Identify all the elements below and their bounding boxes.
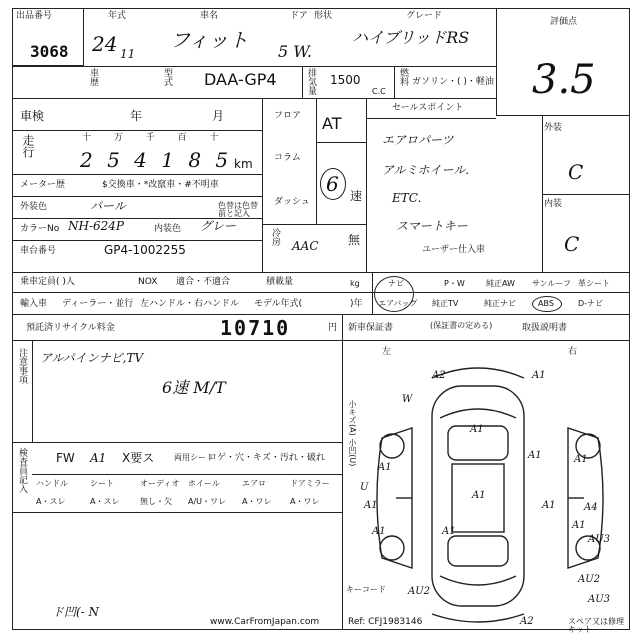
import-year-close: )年 bbox=[350, 299, 363, 309]
option-airbag: エアバッグ bbox=[378, 299, 418, 308]
option-dnavi: D-ナビ bbox=[578, 299, 604, 308]
option-circle bbox=[374, 276, 414, 312]
divider bbox=[12, 196, 262, 197]
shaken-month-unit: 月 bbox=[212, 109, 225, 123]
ext-grade: C bbox=[568, 160, 584, 184]
speeds-value: 6 bbox=[326, 172, 339, 196]
interior-value: グレー bbox=[200, 219, 237, 233]
divider bbox=[12, 314, 630, 315]
ac-label: 冷房 bbox=[270, 228, 280, 246]
option-sunroof: サンルーフ bbox=[532, 279, 571, 288]
aero-sub: A・ワレ bbox=[242, 497, 272, 506]
model-label: 型式 bbox=[162, 68, 172, 86]
notes-label: 注意事項 bbox=[17, 348, 27, 384]
wheel-sub: A/U・ワレ bbox=[188, 497, 227, 506]
svg-text:AU3: AU3 bbox=[588, 534, 611, 545]
handle-sub: A・スレ bbox=[36, 497, 66, 506]
option-pw: P・W bbox=[444, 279, 465, 288]
audio-sub: 無し・欠 bbox=[140, 497, 172, 506]
divider bbox=[12, 442, 342, 443]
year-label: 年式 bbox=[108, 11, 127, 21]
ac-none: 無 bbox=[348, 233, 361, 247]
shaken-label: 車検 bbox=[20, 109, 45, 123]
manual-label: 取扱説明書 bbox=[522, 323, 568, 333]
divider bbox=[12, 340, 630, 341]
svg-text:A2: A2 bbox=[520, 616, 534, 626]
load-label: 積載量 bbox=[266, 277, 294, 287]
divider bbox=[32, 340, 33, 442]
divider bbox=[302, 66, 303, 98]
svg-text:A1: A1 bbox=[572, 520, 586, 531]
km-unit: km bbox=[234, 157, 253, 171]
fuel-label: 燃料 bbox=[398, 68, 408, 86]
dash-label: ダッシュ bbox=[274, 197, 310, 207]
digits-header: 十 万 千 百 十 bbox=[82, 133, 229, 143]
month-value: 11 bbox=[120, 47, 136, 61]
svg-text:AU3: AU3 bbox=[588, 594, 611, 605]
kg-unit: kg bbox=[350, 279, 360, 288]
divider bbox=[12, 66, 496, 67]
mileage-value: 2 5 4 1 8 5 bbox=[80, 148, 233, 172]
svg-text:A1: A1 bbox=[472, 490, 486, 501]
int-grade: C bbox=[564, 232, 580, 256]
year-value: 24 bbox=[92, 32, 118, 56]
car-diagram bbox=[352, 358, 628, 626]
ac-value: AAC bbox=[292, 239, 319, 253]
option-oem-navi: 純正ナビ bbox=[484, 299, 516, 308]
import-model-year: モデル年式( bbox=[254, 299, 303, 309]
lot-number: 3068 bbox=[30, 42, 69, 61]
nox-options: 適合・不適合 bbox=[176, 277, 231, 287]
divider bbox=[12, 174, 262, 175]
svg-text:U: U bbox=[360, 482, 369, 493]
meter-options: $交換車・*改竄車・#不明車 bbox=[102, 180, 219, 190]
right-mark: 右 bbox=[568, 347, 578, 357]
divider bbox=[12, 512, 342, 513]
sales-item: スマートキー bbox=[396, 219, 468, 233]
divider bbox=[342, 340, 343, 630]
car-name: フィット bbox=[170, 28, 249, 52]
svg-text:A1: A1 bbox=[542, 500, 556, 511]
svg-text:A1: A1 bbox=[372, 526, 386, 537]
option-navi: ナビ bbox=[388, 279, 404, 288]
aero-label: エアロ bbox=[242, 479, 266, 488]
grade-label: グレード bbox=[406, 11, 443, 21]
grade-value: ハイブリッドRS bbox=[352, 28, 470, 47]
interior-label: 内装色 bbox=[154, 224, 182, 234]
wheel-label: ホイール bbox=[188, 479, 220, 488]
divider bbox=[366, 118, 496, 119]
option-tv: 純正TV bbox=[432, 299, 459, 308]
divider bbox=[12, 98, 496, 99]
recycle-unit: 円 bbox=[328, 323, 338, 333]
floor-label: フロア bbox=[274, 111, 302, 121]
divider bbox=[262, 224, 366, 225]
fuel-options: ガソリン・( )・軽油 bbox=[412, 77, 494, 87]
svg-text:A1: A1 bbox=[470, 424, 484, 435]
seat-label: シート bbox=[90, 479, 114, 488]
small-notes: 小キズ(A) 小凹(U) bbox=[348, 400, 357, 467]
int-label: 内装 bbox=[544, 199, 563, 209]
svg-text:A1: A1 bbox=[442, 526, 456, 537]
check-fw: FW bbox=[56, 451, 75, 465]
color-no-value: NH-624P bbox=[68, 219, 124, 233]
check-items: コゲ・穴・キズ・汚れ・破れ bbox=[208, 453, 325, 463]
score-label: 評価点 bbox=[550, 17, 578, 27]
import-dealer: ディーラー・並行 bbox=[62, 299, 134, 309]
capacity-label: 乗車定員( )人 bbox=[20, 277, 75, 287]
sales-item: アルミホイール. bbox=[382, 163, 470, 177]
svg-text:A4: A4 bbox=[584, 502, 598, 513]
nox-label: NOX bbox=[138, 277, 158, 287]
divider bbox=[394, 66, 395, 98]
name-label: 車名 bbox=[200, 11, 219, 21]
footer-website: www.CarFromJapan.com bbox=[210, 617, 320, 627]
color-label: 外装色 bbox=[20, 202, 48, 212]
svg-text:W: W bbox=[402, 394, 413, 405]
sales-title: セールスポイント bbox=[392, 103, 464, 113]
divider bbox=[372, 272, 373, 314]
import-label: 輸入車 bbox=[20, 299, 48, 309]
divider bbox=[316, 142, 366, 143]
option-circle bbox=[532, 296, 562, 312]
cc-label: C.C bbox=[372, 87, 386, 96]
notes-line: アルパインナビ,TV bbox=[40, 351, 144, 365]
option-leather: 革シート bbox=[578, 279, 610, 288]
warranty-label: 新車保証書 bbox=[348, 323, 394, 333]
auction-sheet bbox=[12, 8, 630, 634]
speeds-unit: 速 bbox=[350, 189, 363, 203]
lot-label: 出品番号 bbox=[16, 11, 53, 21]
chassis-label: 車台番号 bbox=[20, 246, 57, 256]
ext-label: 外装 bbox=[544, 123, 563, 133]
svg-text:A1: A1 bbox=[378, 462, 392, 473]
key-code-label: キーコード bbox=[346, 585, 386, 594]
checks-label: 検査員記入 bbox=[17, 448, 27, 493]
notes-line: 6速 M/T bbox=[162, 378, 226, 397]
divider bbox=[12, 272, 630, 273]
svg-text:A1: A1 bbox=[532, 370, 546, 381]
audio-label: オーディオ bbox=[140, 479, 180, 488]
score-value: 3.5 bbox=[532, 57, 596, 103]
spare-label: スペア又は修理キット bbox=[568, 617, 624, 634]
meter-label: メーター歴 bbox=[20, 180, 66, 190]
displacement-value: 1500 bbox=[330, 73, 361, 87]
mirror-label: ドアミラー bbox=[290, 479, 330, 488]
doors-shape: 5 W. bbox=[278, 42, 312, 61]
seat-sub: A・スレ bbox=[90, 497, 120, 506]
color-no-label: カラーNo bbox=[20, 224, 60, 234]
chassis-value: GP4-1002255 bbox=[104, 243, 186, 257]
check-a1: A1 bbox=[90, 451, 107, 465]
divider bbox=[12, 292, 372, 293]
column-label: コラム bbox=[274, 153, 301, 163]
model-value: DAA-GP4 bbox=[204, 70, 277, 89]
divider bbox=[12, 130, 262, 131]
sales-item: エアロパーツ bbox=[382, 133, 454, 147]
import-hand: 左ハンドル・右ハンドル bbox=[140, 299, 240, 309]
displacement-label: 排気量 bbox=[306, 68, 316, 95]
mileage-label: 走行 bbox=[21, 134, 35, 158]
footer-ref: Ref: CFJ1983146 bbox=[348, 617, 423, 627]
mirror-sub: A・ワレ bbox=[290, 497, 320, 506]
svg-text:A1: A1 bbox=[574, 454, 588, 465]
at-label: AT bbox=[322, 114, 342, 133]
option-aw: 純正AW bbox=[486, 279, 515, 288]
svg-text:AU2: AU2 bbox=[408, 586, 431, 597]
divider bbox=[342, 314, 343, 340]
handle-label: ハンドル bbox=[36, 479, 68, 488]
left-mark: 左 bbox=[382, 347, 392, 357]
color-note: 色替は色替前と記入 bbox=[218, 201, 258, 218]
svg-text:AU2: AU2 bbox=[578, 574, 601, 585]
divider bbox=[32, 474, 342, 475]
recycle-amount: 10710 bbox=[220, 316, 291, 340]
divider bbox=[262, 98, 263, 272]
divider bbox=[316, 98, 317, 224]
check-seat: 両用シート bbox=[174, 453, 214, 462]
color-value: パール bbox=[90, 199, 126, 213]
divider bbox=[542, 194, 630, 195]
svg-text:A1: A1 bbox=[364, 500, 378, 511]
check-x: X要ス bbox=[122, 451, 155, 465]
user-purchase-label: ユーザー仕入車 bbox=[422, 245, 486, 255]
divider bbox=[12, 240, 262, 241]
doors-label: ドア bbox=[290, 11, 308, 21]
svg-text:A2: A2 bbox=[432, 370, 446, 381]
option-abs: ABS bbox=[538, 299, 554, 308]
sales-item: ETC. bbox=[392, 191, 422, 205]
svg-text:A1: A1 bbox=[528, 450, 542, 461]
notes-line: ド凹(- N bbox=[52, 605, 100, 619]
divider bbox=[366, 98, 367, 272]
shaken-year-unit: 年 bbox=[130, 109, 143, 123]
shape-label: 形状 bbox=[314, 11, 333, 21]
reg-label: 車歴 bbox=[88, 68, 98, 86]
warranty-note: (保証書の定める) bbox=[430, 321, 493, 330]
recycle-label: 預託済リサイクル料金 bbox=[26, 323, 115, 333]
